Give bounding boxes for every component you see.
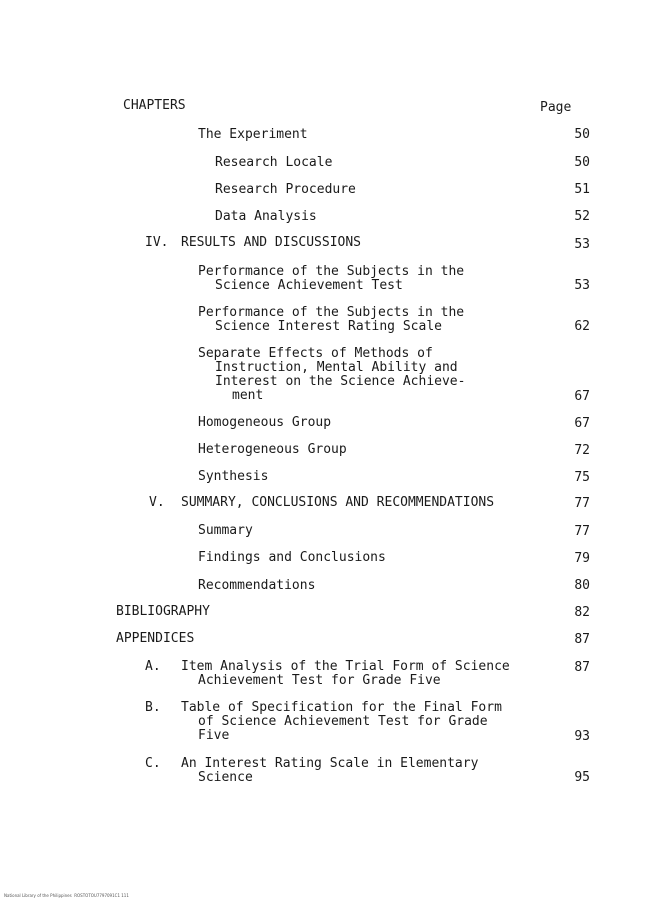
toc-entry-line: Science Interest Rating Scale <box>215 319 442 334</box>
toc-entry-line: of Science Achievement Test for Grade <box>198 714 488 729</box>
toc-entry-text: Synthesis <box>198 469 269 484</box>
toc-entry-line: Performance of the Subjects in the <box>198 264 465 279</box>
library-footer: National Library of the Philippines ROSTOTOU7797091C1 111 <box>4 893 129 898</box>
chapter-number: V. <box>149 495 165 510</box>
toc-page-number: 53 <box>574 278 590 293</box>
toc-page-number: 62 <box>574 319 590 334</box>
appendix-letter: C. <box>145 756 161 771</box>
toc-page-number: 75 <box>574 470 590 485</box>
toc-page-number: 72 <box>574 443 590 458</box>
toc-chapter-title: SUMMARY, CONCLUSIONS AND RECOMMENDATIONS <box>181 495 495 510</box>
toc-section-title: BIBLIOGRAPHY <box>116 604 210 619</box>
toc-page-number: 87 <box>574 632 590 647</box>
toc-entry-text: Summary <box>198 523 253 538</box>
toc-page-number: 52 <box>574 209 590 224</box>
toc-page-number: 82 <box>574 605 590 620</box>
toc-section-title: APPENDICES <box>116 631 195 646</box>
toc-entry-line: Five <box>198 728 230 743</box>
toc-page-number: 67 <box>574 389 590 404</box>
toc-page-number: 95 <box>574 770 590 785</box>
toc-entry-line: Science <box>198 770 253 785</box>
toc-entry-text: Research Locale <box>215 155 333 170</box>
toc-page-number: 67 <box>574 416 590 431</box>
chapters-heading: CHAPTERS <box>123 98 186 113</box>
toc-entry-text: Findings and Conclusions <box>198 550 386 565</box>
page-heading: Page <box>540 100 572 115</box>
toc-page-number: 87 <box>574 660 590 675</box>
toc-entry-text: The Experiment <box>198 127 308 142</box>
toc-entry-line: Separate Effects of Methods of <box>198 346 433 361</box>
toc-page-number: 50 <box>574 127 590 142</box>
toc-entry-line: Performance of the Subjects in the <box>198 305 465 320</box>
toc-entry-text: Data Analysis <box>215 209 317 224</box>
toc-entry-line: An Interest Rating Scale in Elementary <box>181 756 479 771</box>
toc-page-number: 93 <box>574 729 590 744</box>
toc-page-number: 77 <box>574 496 590 511</box>
toc-entry-line: Science Achievement Test <box>215 278 403 293</box>
toc-entry-line: Instruction, Mental Ability and <box>215 360 458 375</box>
toc-entry-text: Heterogeneous Group <box>198 442 347 457</box>
toc-page-number: 77 <box>574 524 590 539</box>
toc-entry-text: Research Procedure <box>215 182 356 197</box>
appendix-letter: A. <box>145 659 161 674</box>
toc-page-number: 53 <box>574 237 590 252</box>
toc-page-number: 51 <box>574 182 590 197</box>
toc-entry-line: Achievement Test for Grade Five <box>198 673 441 688</box>
toc-page-number: 79 <box>574 551 590 566</box>
chapter-number: IV. <box>145 235 169 250</box>
toc-entry-line: ment <box>232 388 264 403</box>
toc-entry-line: Item Analysis of the Trial Form of Science <box>181 659 510 674</box>
toc-entry-text: Recommendations <box>198 578 316 593</box>
toc-entry-text: Homogeneous Group <box>198 415 332 430</box>
toc-page-number: 80 <box>574 578 590 593</box>
toc-entry-line: Interest on the Science Achieve- <box>215 374 466 389</box>
toc-chapter-title: RESULTS AND DISCUSSIONS <box>181 235 362 250</box>
appendix-letter: B. <box>145 700 161 715</box>
toc-page-number: 50 <box>574 155 590 170</box>
toc-entry-line: Table of Specification for the Final Form <box>181 700 502 715</box>
